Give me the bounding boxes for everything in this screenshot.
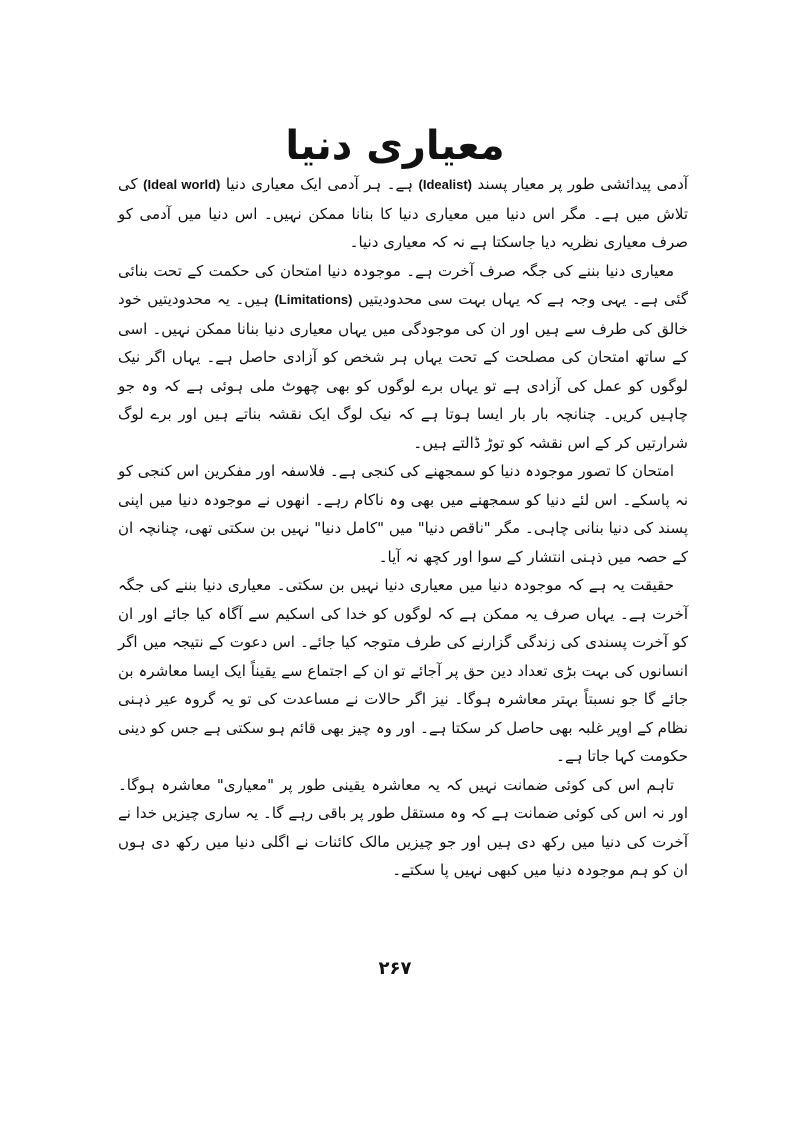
paragraph-3-text: امتحان کا تصور موجودہ دنیا کو سمجھنے کی کنجی ہے۔ فلاسفہ اور مفکرین اس کنجی کو نہ پاسکے۔ اس لئے دنیا کو سمجھنے میں بھی وہ ناکام رہے۔ انھوں نے موجودہ دنیا میں اپنی پسند کی دنیا بنانی چاہی۔ مگر "ناقص دنیا" میں "کامل دنیا" نہیں بن سکتی تھی، چنانچہ ان کے حصہ میں ذہنی انتشار کے سوا اور کچھ نہ آیا۔ — [118, 462, 688, 566]
paragraph-4 — [118, 571, 688, 771]
term-limitations: (Limitations) — [274, 292, 353, 307]
term-idealist: (Idealist) — [418, 177, 473, 192]
page-number: ۲۶۷ — [378, 958, 412, 979]
paragraph-5 — [118, 771, 688, 885]
paragraph-2-text-b: ہیں۔ یہ محدودیتیں خود خالق کی طرف سے ہیں اور ان کی موجودگی میں یہاں معیاری دنیا بنانا ممکن نہیں۔ اسی کے ساتھ امتحان کی مصلحت کے تحت یہاں ہر شخص کو آزادی حاصل ہے۔ یہاں اگر نیک لوگوں کو عمل کی آزادی ہے تو یہاں برے لوگوں کو بھی چھوٹ ملی ہوئی ہے کہ وہ جو چاہیں کریں۔ چنانچہ بار بار ایسا ہوتا ہے کہ نیک لوگ ایک نقشہ بناتے ہیں اور برے لوگ شرارتیں کر کے اس نقشہ کو توڑ ڈالتے ہیں۔ — [118, 290, 688, 452]
paragraph-1-text-b: ہے۔ ہر آدمی ایک معیاری دنیا — [225, 175, 414, 193]
paragraph-1-text-a: آدمی پیدائشی طور پر معیار پسند — [477, 175, 688, 193]
body-text — [118, 170, 688, 885]
paragraph-5-text: تاہم اس کی کوئی ضمانت نہیں کہ یہ معاشرہ یقینی طور پر "معیاری" معاشرہ ہوگا۔ اور نہ اس کی کوئی ضمانت ہے کہ وہ مستقل طور پر باقی رہے گا۔ یہ ساری چیزیں خدا نے آخرت کی دنیا میں رکھ دی ہیں اور جو چیزیں مالک کائنات نے اگلی دنیا میں رکھ دی ہوں ان کو ہم موجودہ دنیا میں کبھی نہیں پا سکتے۔ — [118, 775, 688, 879]
paragraph-4-text: حقیقت یہ ہے کہ موجودہ دنیا میں معیاری دنیا نہیں بن سکتی۔ معیاری دنیا بننے کی جگہ آخرت ہے۔ یہاں صرف یہ ممکن ہے کہ لوگوں کو خدا کی اسکیم سے آگاہ کیا جائے اور ان کو آخرت پسندی کی زندگی گزارنے کی طرف متوجہ کیا جائے۔ اس دعوت کے نتیجہ میں اگر انسانوں کی بہت بڑی تعداد دین حق پر آجائے تو ان کے اجتماع سے یقیناً ایک ایسا معاشرہ بن جائے گا جو نسبتاً بہتر معاشرہ ہوگا۔ نیز اگر حالات نے مساعدت کی تو یہ گروہ عیر ذہنی نظام کے اوپر غلبہ بھی حاصل کر سکتا ہے۔ اور وہ چیز بھی قائم ہو سکتی ہے جس کو دینی حکومت کہا جاتا ہے۔ — [118, 576, 688, 765]
paragraph-2 — [118, 257, 688, 458]
page-title: معیاری دنیا — [285, 123, 505, 169]
paragraph-1 — [118, 170, 688, 257]
paragraph-1-text-c: کی تلاش میں ہے۔ مگر اس دنیا میں معیاری دنیا کا بنانا ممکن نہیں۔ اس دنیا میں آدمی کو صرف معیاری نظریہ دیا جاسکتا ہے نہ کہ معیاری دنیا۔ — [118, 175, 688, 251]
paragraph-3 — [118, 457, 688, 571]
term-ideal-world: (Ideal world) — [143, 177, 221, 192]
paragraph-2-text-a: معیاری دنیا بننے کی جگہ صرف آخرت ہے۔ موجودہ دنیا امتحان کی حکمت کے تحت بنائی گئی ہے۔ یہی وجہ ہے کہ یہاں بہت سی محدودیتیں — [118, 261, 688, 308]
